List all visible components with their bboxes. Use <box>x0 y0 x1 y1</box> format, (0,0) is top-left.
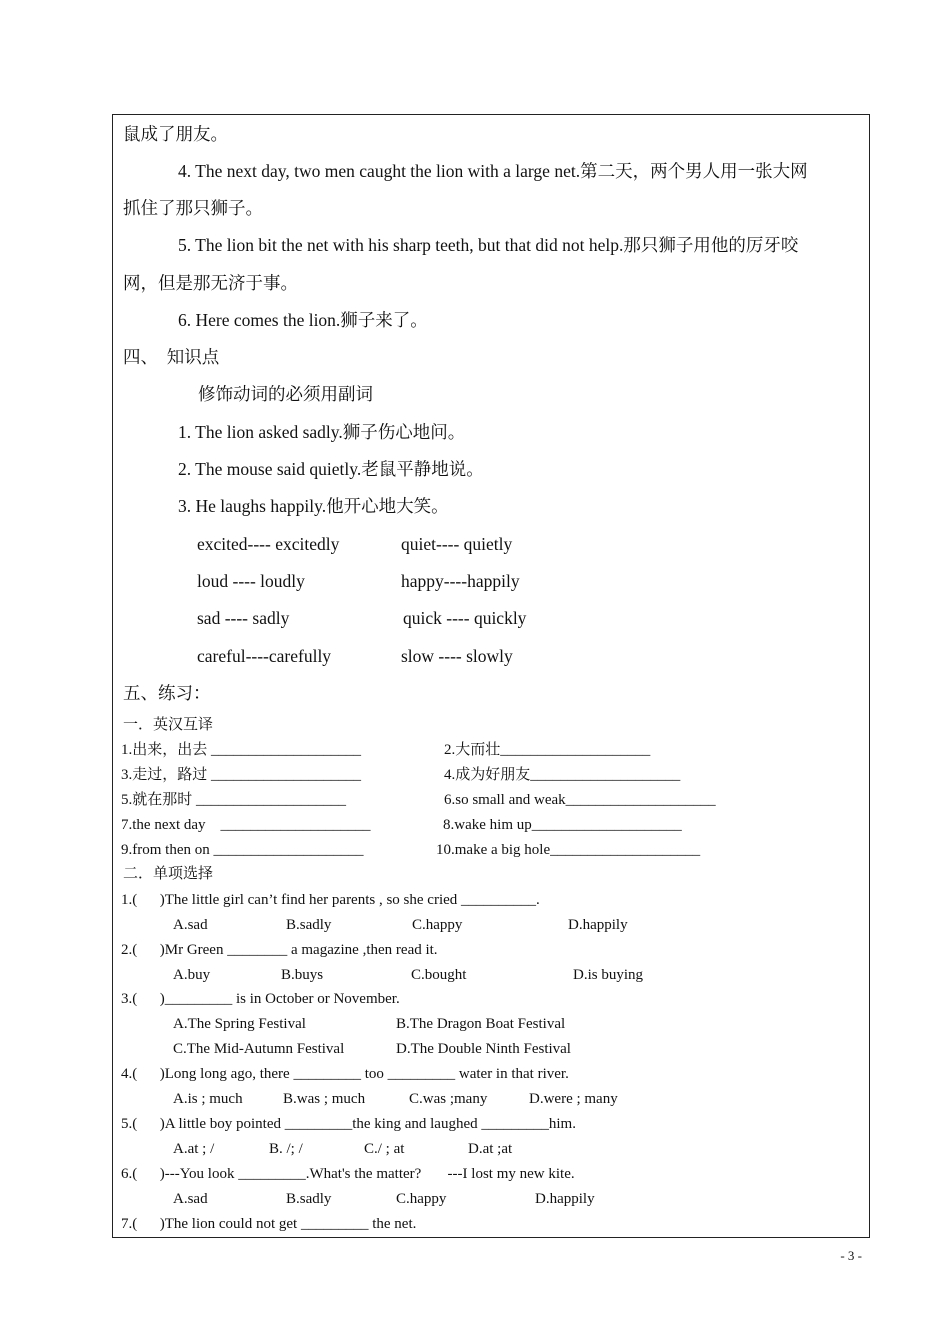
adverb-pair: quick ---- quickly <box>403 608 527 628</box>
adverb-pair: quiet---- quietly <box>401 534 513 554</box>
option: C.happy <box>412 917 463 933</box>
option: B.sadly <box>286 1191 332 1207</box>
option: C.happy <box>396 1191 447 1207</box>
translate-item: 10.make a big hole____________________ <box>436 842 701 858</box>
translate-item: 1.出来，出去 ____________________ <box>121 742 362 758</box>
knowledge-subheading: 修饰动词的必须用副词 <box>198 384 373 404</box>
page-number: - 3 - <box>840 1248 862 1263</box>
adverb-pair: loud ---- loudly <box>197 571 305 591</box>
question-stem: 2.( )Mr Green ________ a magazine ,then read it. <box>121 942 438 958</box>
adverb-pair: slow ---- slowly <box>401 646 513 666</box>
option: B.The Dragon Boat Festival <box>396 1016 566 1032</box>
translate-heading: 一．英汉互译 <box>123 717 214 733</box>
question-stem: 5.( )A little boy pointed _________the king and laughed _________him. <box>121 1116 576 1132</box>
question-stem: 1.( )The little girl can’t find her parents , so she cried __________. <box>121 892 540 908</box>
adverb-pair: excited---- excitedly <box>197 534 340 554</box>
question-stem: 3.( )_________ is in October or November. <box>121 991 400 1007</box>
adverb-pair: careful----carefully <box>197 646 332 666</box>
choice-heading: 二．单项选择 <box>123 866 214 882</box>
option: A.The Spring Festival <box>173 1016 306 1032</box>
option: D.were ; many <box>529 1091 618 1107</box>
option: D.happily <box>568 917 628 933</box>
reading-line: 鼠成了朋友。 <box>123 124 228 144</box>
option: D.is buying <box>573 967 644 983</box>
option: D.at ;at <box>468 1141 513 1157</box>
option: C.was ;many <box>409 1091 488 1107</box>
question-stem: 6.( )---You look _________.What's the matter? ---I lost my new kite. <box>121 1166 575 1182</box>
option: B.was ; much <box>283 1091 366 1107</box>
option: C.bought <box>411 967 467 983</box>
option: B. /; / <box>269 1141 303 1157</box>
translate-item: 5.就在那时 ____________________ <box>121 792 347 808</box>
example-sentence: 2. The mouse said quietly.老鼠平静地说。 <box>178 459 484 479</box>
reading-line: 抓住了那只狮子。 <box>123 198 263 218</box>
section-heading-knowledge: 四、 知识点 <box>123 347 220 367</box>
option: B.sadly <box>286 917 332 933</box>
example-sentence: 3. He laughs happily.他开心地大笑。 <box>178 496 449 516</box>
option: D.The Double Ninth Festival <box>396 1041 571 1057</box>
question-stem: 4.( )Long long ago, there _________ too _________ water in that river. <box>121 1066 569 1082</box>
option: B.buys <box>281 967 324 983</box>
reading-line: 网，但是那无济于事。 <box>123 273 298 293</box>
section-heading-practice: 五、练习： <box>123 683 211 703</box>
reading-line: 6. Here comes the lion.狮子来了。 <box>178 310 428 330</box>
translate-item: 8.wake him up____________________ <box>443 817 682 833</box>
question-stem: 7.( )The lion could not get _________ the net. <box>121 1216 417 1232</box>
translate-item: 7.the next day ____________________ <box>121 817 371 833</box>
example-sentence: 1. The lion asked sadly.狮子伤心地问。 <box>178 422 466 442</box>
adverb-pair: happy----happily <box>401 571 520 591</box>
option: D.happily <box>535 1191 595 1207</box>
reading-line: 5. The lion bit the net with his sharp teeth, but that did not help.那只狮子用他的厉牙咬 <box>178 235 799 255</box>
option: A.buy <box>173 967 211 983</box>
option: A.at ; / <box>173 1141 215 1157</box>
translate-item: 2.大而壮____________________ <box>444 742 651 758</box>
option: C./ ; at <box>364 1141 405 1157</box>
option: A.sad <box>173 1191 208 1207</box>
translate-item: 9.from then on ____________________ <box>121 842 364 858</box>
translate-item: 3.走过，路过 ____________________ <box>121 767 362 783</box>
option: A.is ; much <box>173 1091 243 1107</box>
translate-item: 4.成为好朋友____________________ <box>444 767 681 783</box>
adverb-pair: sad ---- sadly <box>197 608 290 628</box>
option: C.The Mid-Autumn Festival <box>173 1041 345 1057</box>
option: A.sad <box>173 917 208 933</box>
translate-item: 6.so small and weak____________________ <box>444 792 716 808</box>
reading-line: 4. The next day, two men caught the lion with a large net.第二天，两个男人用一张大网 <box>178 161 808 181</box>
